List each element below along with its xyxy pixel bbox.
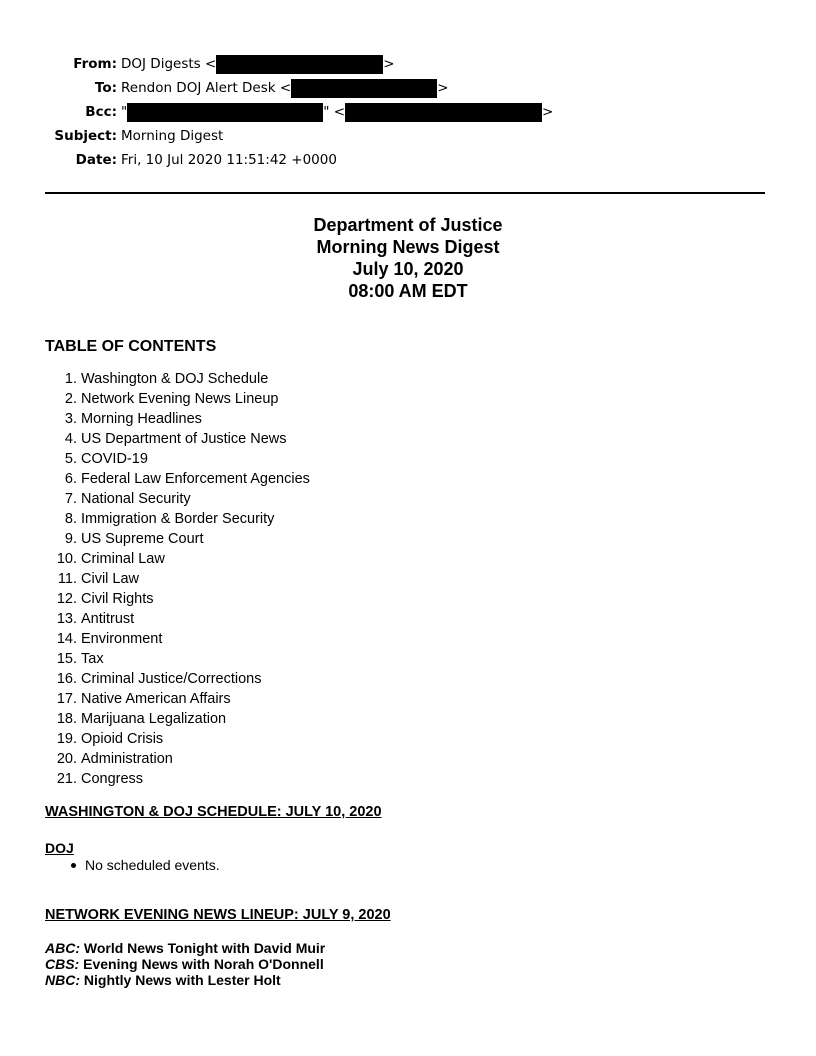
- date-row: [0, 148, 816, 172]
- toc-item[interactable]: [45, 509, 310, 529]
- toc-item-label[interactable]: Administration: [81, 751, 173, 767]
- redaction-box: [216, 55, 383, 74]
- bcc-close: >: [542, 104, 554, 120]
- toc-item-label[interactable]: Federal Law Enforcement Agencies: [81, 471, 310, 487]
- toc-item[interactable]: [45, 489, 310, 509]
- toc-item-number: 1.: [64, 371, 77, 387]
- digest-title: [0, 214, 816, 302]
- network-name: CBS:: [45, 956, 80, 972]
- toc-item-label[interactable]: US Department of Justice News: [81, 431, 287, 447]
- toc-item[interactable]: [45, 749, 310, 769]
- toc-item-number: 3.: [64, 411, 77, 427]
- toc-item[interactable]: [45, 729, 310, 749]
- toc-item-label[interactable]: Opioid Crisis: [81, 731, 164, 747]
- toc-item[interactable]: [45, 369, 310, 389]
- to-close: >: [437, 80, 449, 96]
- toc-item[interactable]: [45, 389, 310, 409]
- bullet-icon: [71, 863, 76, 868]
- email-header: [0, 52, 816, 172]
- toc-item-label[interactable]: Marijuana Legalization: [81, 711, 227, 727]
- schedule-item: No scheduled events.: [85, 857, 220, 873]
- toc-item[interactable]: [45, 549, 310, 569]
- toc-item-number: 13.: [56, 611, 77, 627]
- toc-item-label[interactable]: Environment: [81, 631, 163, 647]
- from-value[interactable]: DOJ Digests <: [121, 56, 217, 72]
- toc-item-number: 10.: [56, 551, 77, 567]
- toc-item[interactable]: [45, 449, 310, 469]
- toc-item-number: 17.: [56, 691, 77, 707]
- toc-heading: TABLE OF CONTENTS: [45, 338, 217, 355]
- subject-value: Morning Digest: [121, 128, 224, 144]
- toc-item-label[interactable]: Criminal Law: [81, 551, 165, 567]
- toc-item[interactable]: [45, 769, 310, 789]
- to-label: To:: [94, 80, 117, 96]
- from-label: From:: [73, 56, 117, 72]
- redaction-box: [291, 79, 437, 98]
- toc-item[interactable]: [45, 409, 310, 429]
- network-name: ABC:: [45, 940, 80, 956]
- bcc-mid: " <: [323, 104, 346, 120]
- header-divider: [45, 192, 765, 194]
- toc-item-number: 16.: [56, 671, 77, 687]
- toc-item[interactable]: [45, 709, 310, 729]
- toc-item-label[interactable]: Antitrust: [81, 611, 135, 627]
- network-row-abc: [45, 940, 325, 956]
- redaction-box: [345, 103, 542, 122]
- redaction-box: [127, 103, 323, 122]
- toc-item-number: 5.: [64, 451, 77, 467]
- toc-item-number: 14.: [56, 631, 77, 647]
- list-item: [71, 857, 220, 873]
- toc-item-number: 18.: [56, 711, 77, 727]
- toc-item-number: 21.: [56, 771, 77, 787]
- toc-item-number: 8.: [64, 511, 77, 527]
- toc-item-label[interactable]: US Supreme Court: [81, 531, 204, 547]
- to-value[interactable]: Rendon DOJ Alert Desk <: [121, 80, 292, 96]
- toc-item-label[interactable]: National Security: [81, 491, 191, 507]
- toc-item-number: 19.: [56, 731, 77, 747]
- schedule-heading[interactable]: WASHINGTON & DOJ SCHEDULE: JULY 10, 2020: [45, 804, 382, 820]
- toc-item-label[interactable]: Civil Law: [81, 571, 140, 587]
- toc-item-number: 9.: [64, 531, 77, 547]
- title-line-2: Morning News Digest: [316, 237, 500, 257]
- title-line-3: July 10, 2020: [352, 259, 464, 279]
- toc-item-label[interactable]: Criminal Justice/Corrections: [81, 671, 262, 687]
- toc-item-number: 6.: [64, 471, 77, 487]
- toc-item-number: 11.: [57, 571, 77, 587]
- toc-item[interactable]: [45, 589, 310, 609]
- toc-item-label[interactable]: COVID-19: [81, 451, 148, 467]
- bcc-open: ": [121, 104, 128, 120]
- network-row-cbs: [45, 956, 325, 972]
- doj-subheading: DOJ: [45, 840, 74, 856]
- toc-item-number: 4.: [64, 431, 77, 447]
- bcc-label: Bcc:: [85, 104, 117, 120]
- toc-item-label[interactable]: Civil Rights: [81, 591, 154, 607]
- title-line-4: 08:00 AM EDT: [348, 281, 468, 301]
- toc-item-label[interactable]: Washington & DOJ Schedule: [81, 371, 269, 387]
- network-show: World News Tonight with David Muir: [83, 940, 326, 956]
- toc-item[interactable]: [45, 609, 310, 629]
- subject-row: [0, 124, 816, 148]
- toc-item[interactable]: [45, 689, 310, 709]
- network-name: NBC:: [45, 972, 80, 988]
- toc-item[interactable]: [45, 569, 310, 589]
- toc-item-label[interactable]: Morning Headlines: [81, 411, 202, 427]
- title-line-1: Department of Justice: [313, 215, 503, 235]
- toc-list: [45, 369, 310, 789]
- toc-item[interactable]: [45, 469, 310, 489]
- network-heading[interactable]: NETWORK EVENING NEWS LINEUP: JULY 9, 2020: [45, 907, 391, 923]
- toc-item-label[interactable]: Native American Affairs: [81, 691, 231, 707]
- network-show: Evening News with Norah O'Donnell: [83, 956, 324, 972]
- network-row-nbc: [45, 972, 325, 988]
- toc-item-label[interactable]: Immigration & Border Security: [81, 511, 275, 527]
- network-show: Nightly News with Lester Holt: [83, 972, 281, 988]
- date-label: Date:: [75, 152, 117, 168]
- toc-item-number: 15.: [56, 651, 77, 667]
- network-lineup: [45, 940, 325, 988]
- toc-item-number: 12.: [56, 591, 77, 607]
- toc-item[interactable]: [45, 429, 310, 449]
- toc-item[interactable]: [45, 529, 310, 549]
- toc-item-number: 20.: [56, 751, 77, 767]
- toc-item-label[interactable]: Tax: [81, 651, 104, 667]
- toc-item-label[interactable]: Congress: [81, 771, 144, 787]
- date-value: Fri, 10 Jul 2020 11:51:42 +0000: [121, 152, 337, 168]
- toc-item[interactable]: [45, 669, 310, 689]
- toc-item-number: 7.: [64, 491, 77, 507]
- toc-item[interactable]: [45, 649, 310, 669]
- toc-item-number: 2.: [64, 391, 77, 407]
- toc-item[interactable]: [45, 629, 310, 649]
- toc-item-label[interactable]: Network Evening News Lineup: [81, 391, 279, 407]
- from-close: >: [383, 56, 395, 72]
- subject-label: Subject:: [54, 128, 117, 144]
- bcc-row: [0, 100, 816, 124]
- from-row: [0, 52, 816, 76]
- to-row: [0, 76, 816, 100]
